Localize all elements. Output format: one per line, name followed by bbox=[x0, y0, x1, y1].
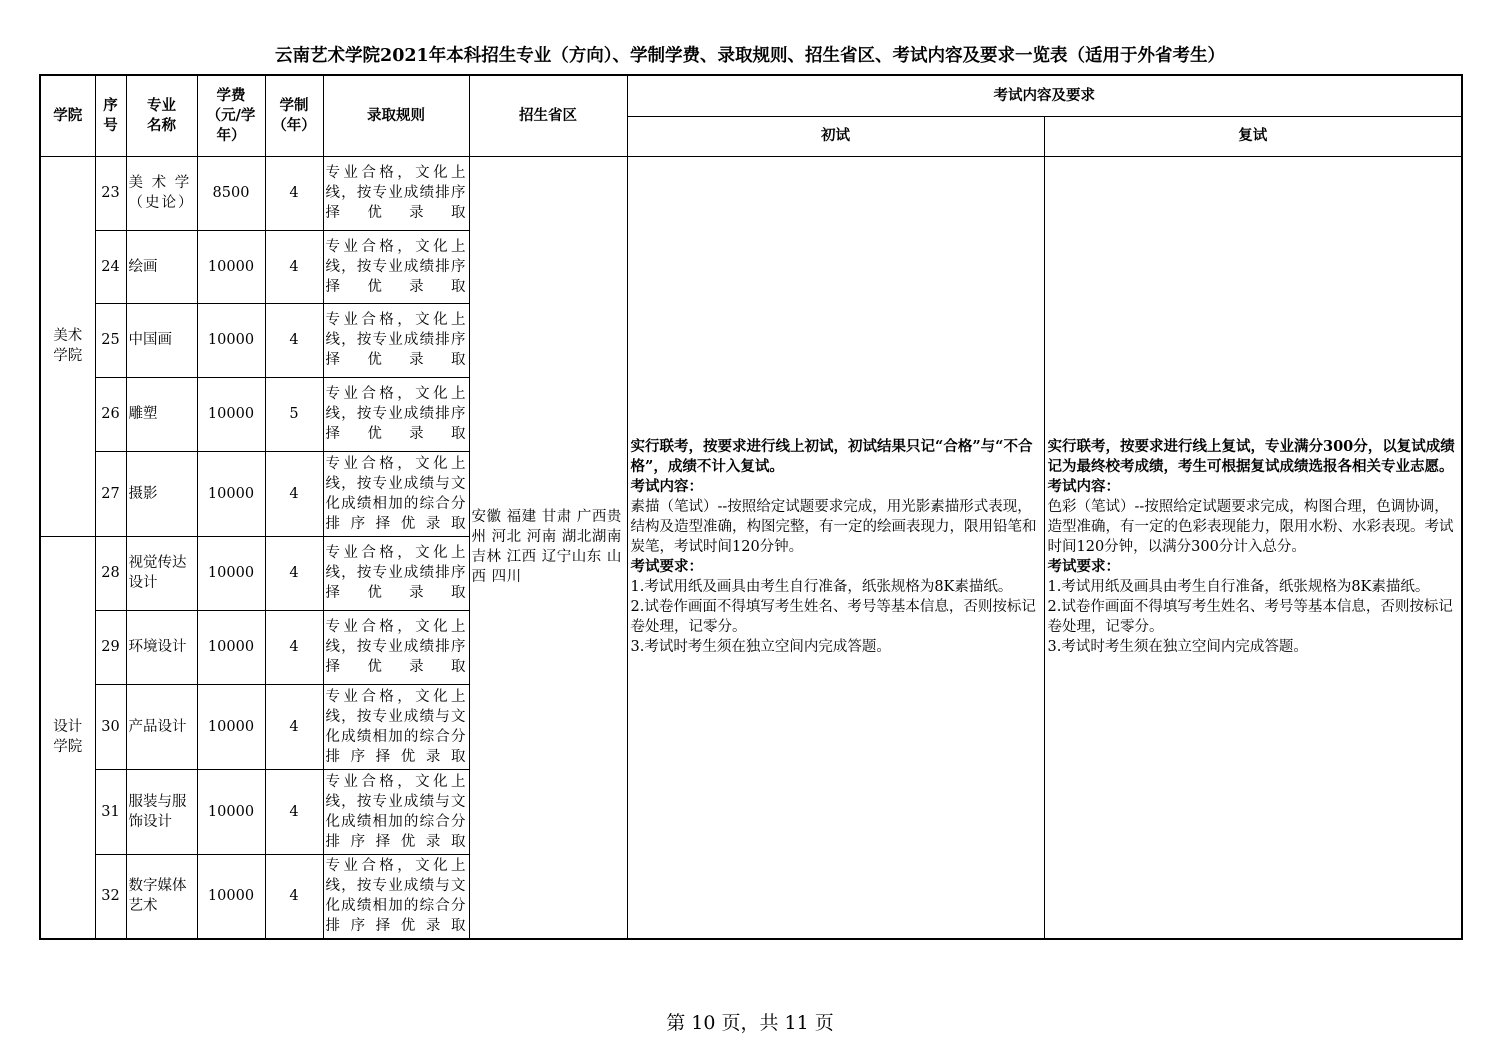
fee-cell: 10000 bbox=[197, 230, 265, 303]
fee-cell: 10000 bbox=[197, 684, 265, 769]
retest-content: 色彩（笔试）--按照给定试题要求完成，构图合理，色调协调，造型准确，有一定的色彩表现能力，限用水粉、水彩表现。考试时间120分钟，以满分300分计入总分。 bbox=[1047, 499, 1454, 556]
retest-req3: 3.考试时考生须在独立空间内完成答题。 bbox=[1047, 639, 1308, 656]
major-cell: 环境设计 bbox=[126, 610, 197, 684]
fee-cell: 10000 bbox=[197, 303, 265, 377]
prelim-req-label: 考试要求： bbox=[630, 558, 703, 576]
rule-cell: 专业合格，文化上线，按专业成绩与文化成绩相加的综合分排序择优录取 bbox=[323, 684, 469, 769]
major-cell: 美 术 学（史论） bbox=[126, 156, 197, 230]
seq-cell: 25 bbox=[95, 303, 126, 377]
header-years: 学制 （年） bbox=[265, 75, 323, 156]
fee-cell: 10000 bbox=[197, 854, 265, 939]
major-cell: 中国画 bbox=[126, 303, 197, 377]
fee-cell: 10000 bbox=[197, 610, 265, 684]
table-row bbox=[40, 156, 1462, 230]
major-cell: 服装与服饰设计 bbox=[126, 769, 197, 854]
prelim-content: 素描（笔试）--按照给定试题要求完成，用光影素描形式表现，结构及造型准确，构图完整，有一定的绘画表现力，限用铅笔和炭笔，考试时间120分钟。 bbox=[630, 499, 1037, 556]
rule-cell: 专业合格，文化上线，按专业成绩排序择优录取 bbox=[323, 156, 469, 230]
retest-req2: 2.试卷作画面不得填写考生姓名、考号等基本信息，否则按标记卷处理，记零分。 bbox=[1047, 599, 1453, 636]
years-cell: 4 bbox=[265, 451, 323, 536]
years-cell: 4 bbox=[265, 610, 323, 684]
prelim-intro: 实行联考，按要求进行线上初试，初试结果只记“合格”与“不合格”，成绩不计入复试。 bbox=[630, 438, 1033, 476]
rule-cell: 专业合格，文化上线，按专业成绩排序择优录取 bbox=[323, 230, 469, 303]
fee-cell: 10000 bbox=[197, 536, 265, 610]
rule-cell: 专业合格，文化上线，按专业成绩与文化成绩相加的综合分排序择优录取 bbox=[323, 451, 469, 536]
fee-cell: 10000 bbox=[197, 769, 265, 854]
prelim-req2: 2.试卷作画面不得填写考生姓名、考号等基本信息，否则按标记卷处理，记零分。 bbox=[630, 599, 1036, 636]
years-cell: 4 bbox=[265, 303, 323, 377]
fee-cell: 8500 bbox=[197, 156, 265, 230]
seq-cell: 29 bbox=[95, 610, 126, 684]
retest-cell bbox=[1044, 156, 1462, 939]
rule-cell: 专业合格，文化上线，按专业成绩排序择优录取 bbox=[323, 610, 469, 684]
header-retest: 复试 bbox=[1044, 116, 1462, 156]
seq-cell: 30 bbox=[95, 684, 126, 769]
page-footer: 第 10 页，共 11 页 bbox=[666, 1012, 834, 1034]
seq-cell: 24 bbox=[95, 230, 126, 303]
years-cell: 4 bbox=[265, 536, 323, 610]
rule-cell: 专业合格，文化上线，按专业成绩排序择优录取 bbox=[323, 536, 469, 610]
major-cell: 视觉传达设计 bbox=[126, 536, 197, 610]
prelim-cell bbox=[627, 156, 1044, 939]
years-cell: 4 bbox=[265, 769, 323, 854]
college-design: 设计学院 bbox=[40, 536, 95, 939]
major-cell: 产品设计 bbox=[126, 684, 197, 769]
page-title: 云南艺术学院2021年本科招生专业（方向）、学制学费、录取规则、招生省区、考试内容及要求一览表（适用于外省考生） bbox=[275, 46, 1225, 66]
prelim-req1: 1.考试用纸及画具由考生自行准备，纸张规格为8K素描纸。 bbox=[630, 579, 1013, 596]
header-provinces: 招生省区 bbox=[469, 75, 627, 156]
rule-cell: 专业合格，文化上线，按专业成绩排序择优录取 bbox=[323, 377, 469, 451]
prelim-req3: 3.考试时考生须在独立空间内完成答题。 bbox=[630, 639, 891, 656]
rule-cell: 专业合格，文化上线，按专业成绩与文化成绩相加的综合分排序择优录取 bbox=[323, 769, 469, 854]
seq-cell: 31 bbox=[95, 769, 126, 854]
years-cell: 4 bbox=[265, 854, 323, 939]
major-cell: 雕塑 bbox=[126, 377, 197, 451]
header-prelim: 初试 bbox=[627, 116, 1044, 156]
college-fine-arts: 美术学院 bbox=[40, 156, 95, 536]
provinces-cell: 安徽 福建 甘肃 广西贵州 河北 河南 湖北湖南 吉林 江西 辽宁山东 山西 四川 bbox=[469, 156, 627, 939]
seq-cell: 27 bbox=[95, 451, 126, 536]
admissions-table bbox=[39, 74, 1463, 940]
years-cell: 4 bbox=[265, 156, 323, 230]
seq-cell: 32 bbox=[95, 854, 126, 939]
fee-cell: 10000 bbox=[197, 377, 265, 451]
fee-cell: 10000 bbox=[197, 451, 265, 536]
major-cell: 摄影 bbox=[126, 451, 197, 536]
rule-cell: 专业合格，文化上线，按专业成绩排序择优录取 bbox=[323, 303, 469, 377]
seq-cell: 23 bbox=[95, 156, 126, 230]
years-cell: 5 bbox=[265, 377, 323, 451]
retest-req-label: 考试要求： bbox=[1047, 558, 1120, 576]
retest-content-label: 考试内容： bbox=[1047, 478, 1120, 496]
header-rules: 录取规则 bbox=[323, 75, 469, 156]
major-cell: 数字媒体艺术 bbox=[126, 854, 197, 939]
header-major: 专业 名称 bbox=[126, 75, 197, 156]
retest-req1: 1.考试用纸及画具由考生自行准备，纸张规格为8K素描纸。 bbox=[1047, 579, 1430, 596]
seq-cell: 28 bbox=[95, 536, 126, 610]
retest-intro: 实行联考，按要求进行线上复试，专业满分300分，以复试成绩记为最终校考成绩，考生可根据复试成绩选报各相关专业志愿。 bbox=[1047, 438, 1455, 476]
header-seq: 序 号 bbox=[95, 75, 126, 156]
prelim-content-label: 考试内容： bbox=[630, 478, 703, 496]
seq-cell: 26 bbox=[95, 377, 126, 451]
header-college: 学院 bbox=[40, 75, 95, 156]
header-fee: 学费 （元/学 年） bbox=[197, 75, 265, 156]
rule-cell: 专业合格，文化上线，按专业成绩与文化成绩相加的综合分排序择优录取 bbox=[323, 854, 469, 939]
years-cell: 4 bbox=[265, 684, 323, 769]
years-cell: 4 bbox=[265, 230, 323, 303]
major-cell: 绘画 bbox=[126, 230, 197, 303]
header-exam: 考试内容及要求 bbox=[627, 75, 1462, 116]
